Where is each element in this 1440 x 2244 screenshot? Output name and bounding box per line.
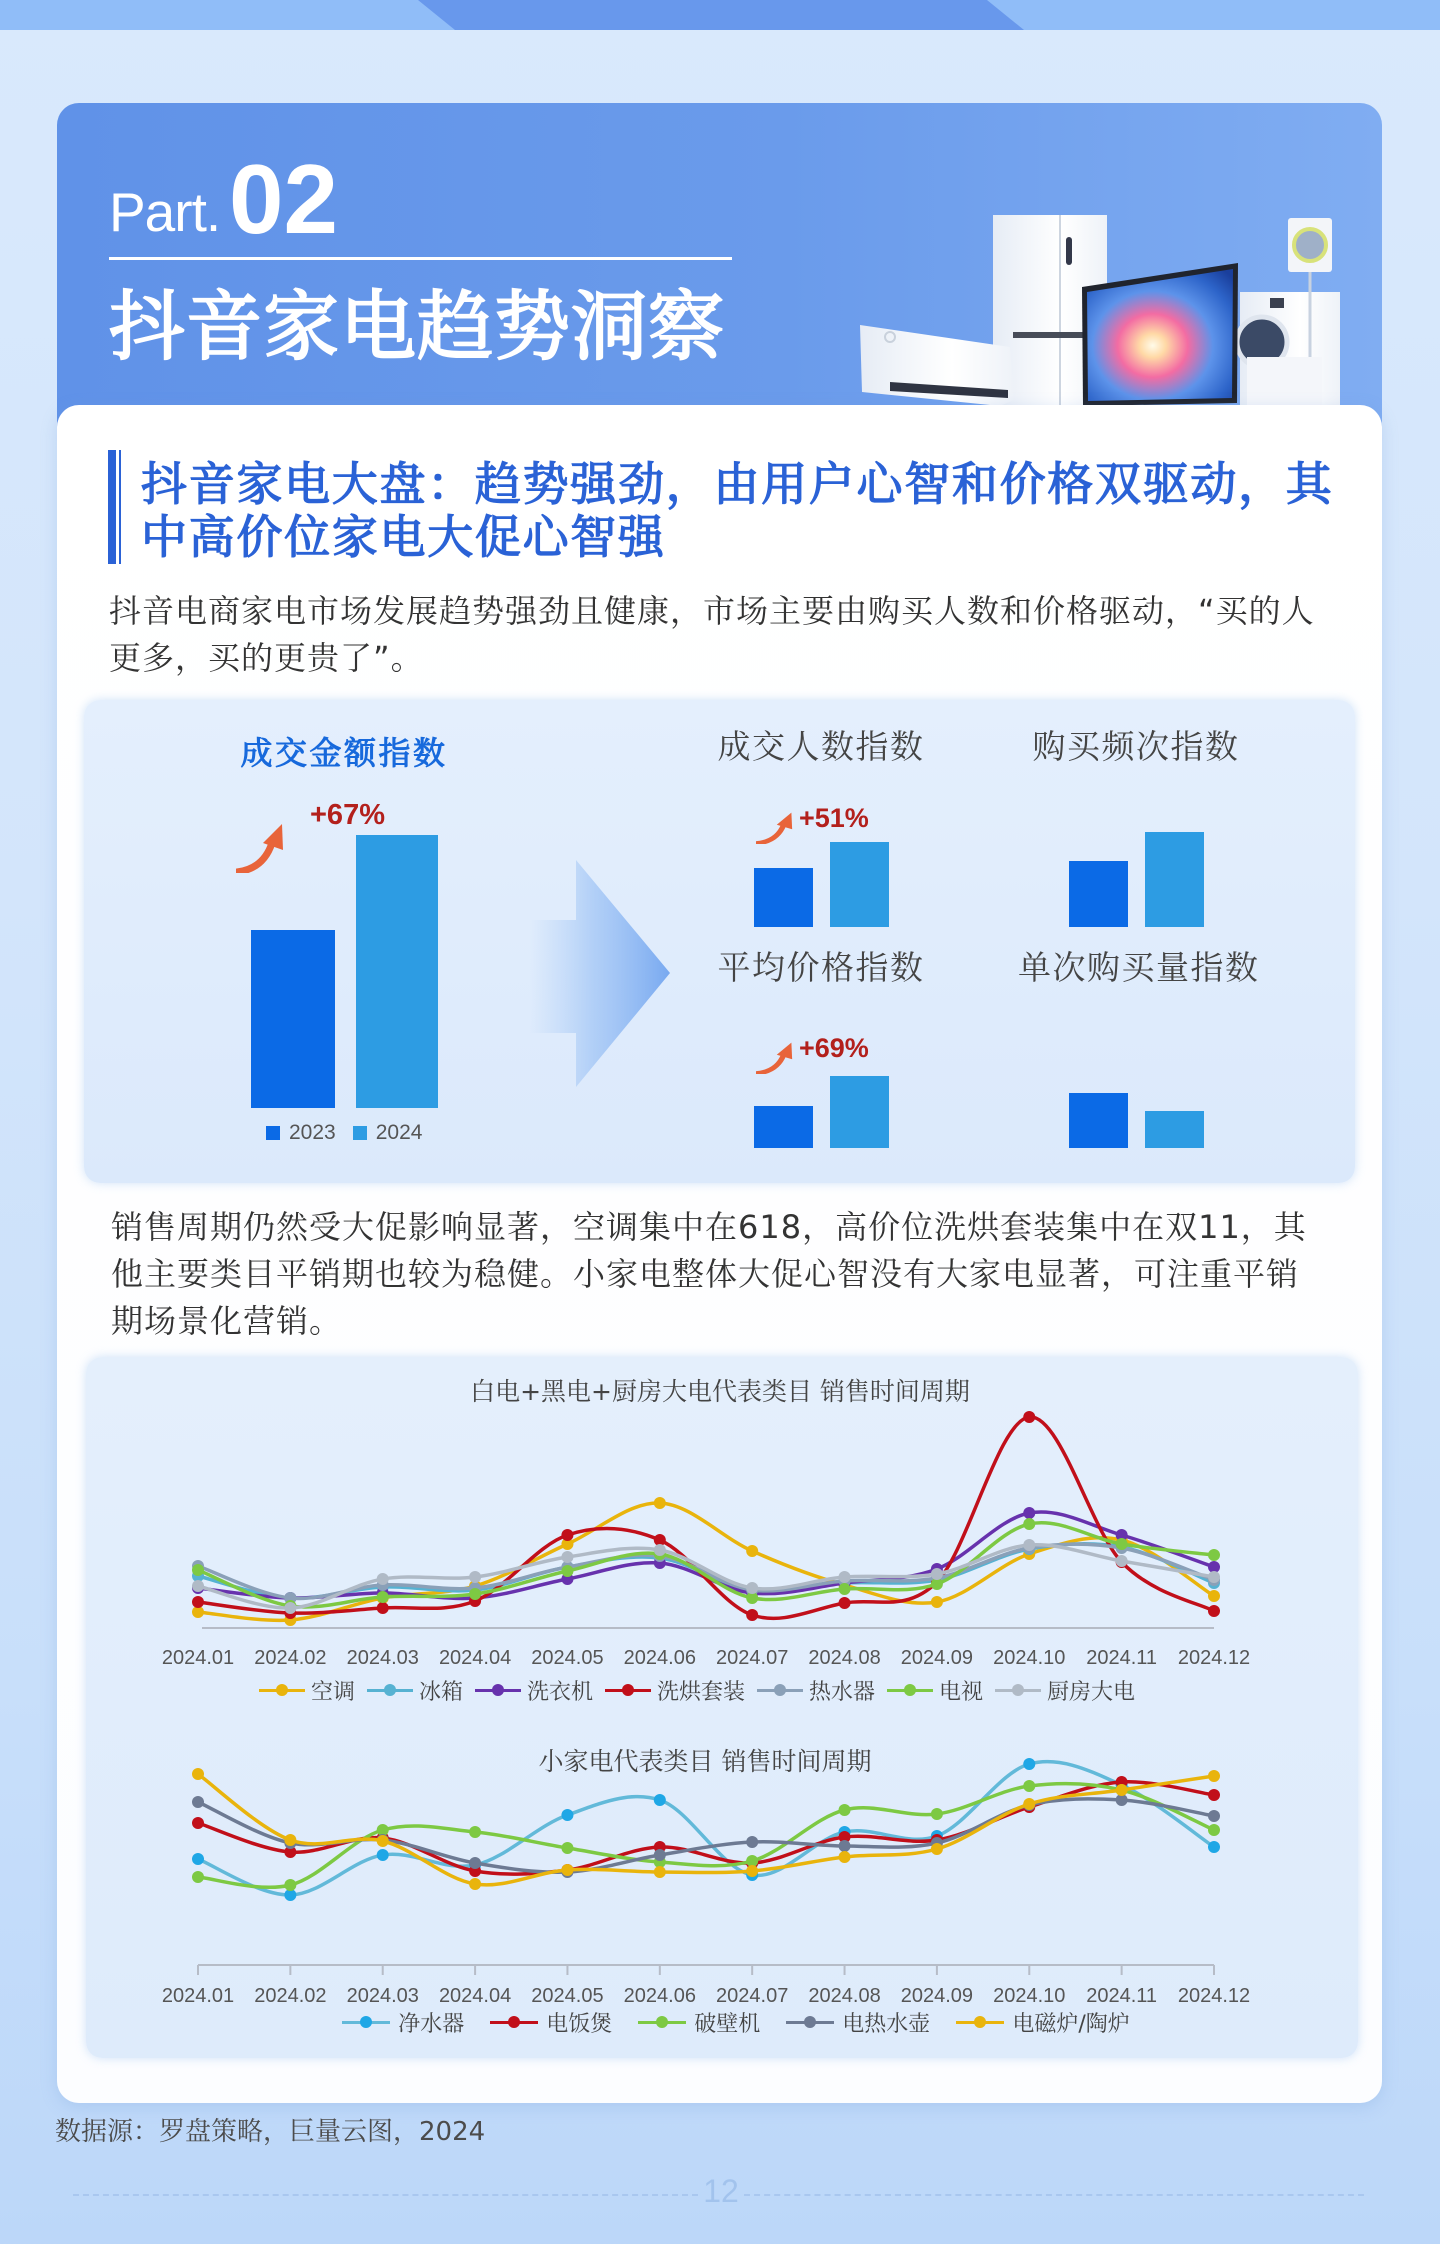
section-heading: 抖音家电大盘：趋势强劲，由用户心智和价格双驱动，其中高价位家电大促心智强	[141, 457, 1334, 564]
data-point	[746, 1582, 758, 1594]
growth-arrow-icon	[236, 823, 288, 873]
data-point	[192, 1871, 204, 1883]
x-axis-label: 2024.01	[161, 1985, 235, 2007]
legend-item[interactable]	[956, 2007, 1129, 2038]
data-point	[839, 1597, 851, 1609]
x-axis-label: 2024.02	[254, 1647, 327, 1669]
legend-item[interactable]	[342, 2007, 464, 2038]
series-group	[192, 1758, 1220, 1901]
legend-label-2023: 2023	[289, 1121, 336, 1144]
content-card	[57, 405, 1382, 2103]
legend-label: 空调	[310, 1679, 355, 1705]
x-axis-label: 2024.05	[531, 1647, 604, 1669]
legend-label: 电饭煲	[546, 2011, 613, 2037]
frequency-index-title: 购买频次指数	[1032, 727, 1240, 766]
sales-cycle-paragraph: 销售周期仍然受大促影响显著，空调集中在618，高价位洗烘套装集中在双11，其他主要类目平销期也较为稳健。小家电整体大促心智没有大家电显著，可注重平销期场景化营销。	[111, 1208, 1307, 1340]
x-axis-label: 2024.09	[900, 1985, 974, 2007]
small-appliance-chart-title: 小家电代表类目 销售时间周期	[538, 1747, 872, 1776]
legend-item[interactable]	[995, 1675, 1135, 1706]
buyers-index-title: 成交人数指数	[717, 727, 925, 766]
data-point	[1023, 1780, 1035, 1792]
data-point	[469, 1826, 481, 1838]
data-point	[1116, 1555, 1128, 1567]
data-point	[1023, 1758, 1035, 1770]
legend-label: 破壁机	[694, 2011, 761, 2037]
data-point	[1023, 1539, 1035, 1551]
x-axis-label: 2024.01	[161, 1647, 235, 1669]
legend-label: 冰箱	[418, 1679, 463, 1705]
legend-label: 电磁炉/陶炉	[1012, 2011, 1130, 2037]
x-axis-label: 2024.02	[254, 1985, 327, 2007]
legend-marker-icon	[342, 2011, 390, 2033]
data-point	[561, 1565, 573, 1577]
data-point	[839, 1804, 851, 1816]
x-axis-label: 2024.11	[1086, 1647, 1158, 1669]
small-appliance-legend	[186, 2009, 1286, 2035]
data-point	[839, 1840, 851, 1852]
intro-paragraph: 抖音电商家电市场发展趋势强劲且健康，市场主要由购买人数和价格驱动，“买的人更多，买的更贵了”。	[109, 592, 1315, 677]
x-axis-label: 2024.08	[808, 1647, 881, 1669]
data-point	[839, 1583, 851, 1595]
avg-price-bar-2023	[754, 1106, 813, 1148]
legend-item[interactable]	[475, 1675, 593, 1706]
x-axis-label: 2024.04	[438, 1647, 512, 1669]
legend-marker-icon	[786, 2011, 834, 2033]
data-point	[377, 1602, 389, 1614]
series-line	[198, 1762, 1214, 1895]
x-axis-label: 2024.10	[993, 1985, 1066, 2007]
footer-dashed-line-left	[73, 2194, 698, 2196]
data-point	[561, 1529, 573, 1541]
data-point	[284, 1602, 296, 1614]
part-prefix: Part.	[109, 181, 221, 243]
legend-item[interactable]	[638, 2007, 760, 2038]
legend-item[interactable]	[605, 1675, 745, 1706]
data-point	[654, 1794, 666, 1806]
legend-label: 热水器	[809, 1679, 876, 1705]
data-point	[839, 1571, 851, 1583]
legend-swatch-2023-icon	[266, 1126, 280, 1140]
series-group	[192, 1776, 1220, 1877]
data-point	[746, 1545, 758, 1557]
buyers-bar-2023	[754, 868, 813, 927]
data-point	[561, 1864, 573, 1876]
data-point	[654, 1497, 666, 1509]
data-point	[1208, 1590, 1220, 1602]
x-axis-label: 2024.10	[993, 1647, 1066, 1669]
avg-price-index-title: 平均价格指数	[717, 948, 925, 987]
legend-item[interactable]	[887, 1675, 983, 1706]
small-appliance-line-chart	[162, 1758, 1250, 2007]
x-axis-label: 2024.04	[438, 1985, 512, 2007]
data-point	[931, 1808, 943, 1820]
data-point	[1116, 1784, 1128, 1796]
quantity-bar-2023	[1069, 1093, 1128, 1148]
legend-item[interactable]	[490, 2007, 612, 2038]
data-point	[1208, 1789, 1220, 1801]
legend-label: 电视	[939, 1679, 984, 1705]
legend-label: 洗烘套装	[656, 1679, 745, 1705]
growth-arrow-icon	[756, 812, 796, 844]
legend-marker-icon	[956, 2011, 1004, 2033]
data-point	[284, 1834, 296, 1846]
data-point	[469, 1588, 481, 1600]
x-axis-label: 2024.12	[1177, 1985, 1251, 2007]
data-point	[561, 1809, 573, 1821]
data-point	[1208, 1810, 1220, 1822]
x-axis-label: 2024.09	[900, 1647, 974, 1669]
legend-item[interactable]	[367, 1675, 463, 1706]
quantity-index-title: 单次购买量指数	[1018, 948, 1260, 987]
legend-marker-icon	[605, 1679, 651, 1701]
legend-item[interactable]	[757, 1675, 875, 1706]
data-point	[192, 1817, 204, 1829]
x-axis-label: 2024.11	[1086, 1985, 1158, 2007]
bar-legend	[266, 1120, 439, 1146]
legend-label-2024: 2024	[375, 1121, 423, 1144]
data-point	[1208, 1824, 1220, 1836]
x-axis-label: 2024.06	[623, 1647, 696, 1669]
data-point	[192, 1853, 204, 1865]
data-point	[469, 1878, 481, 1890]
data-point	[746, 1609, 758, 1621]
data-point	[1023, 1411, 1035, 1423]
x-axis-label: 2024.03	[346, 1985, 419, 2007]
frequency-bar-2024	[1145, 832, 1204, 927]
data-point	[192, 1796, 204, 1808]
x-axis-label: 2024.07	[716, 1985, 789, 2007]
legend-marker-icon	[367, 1679, 413, 1701]
data-point	[1208, 1571, 1220, 1583]
legend-item[interactable]	[786, 2007, 930, 2038]
legend-marker-icon	[259, 1679, 305, 1701]
part-number: 02	[229, 144, 339, 254]
x-axis-label: 2024.06	[623, 1985, 696, 2007]
data-point	[561, 1842, 573, 1854]
major-appliance-legend	[186, 1677, 1208, 1703]
heading-accent-bar	[108, 450, 116, 564]
data-point	[1023, 1507, 1035, 1519]
data-point	[561, 1551, 573, 1563]
gmv-index-title: 成交金额指数	[240, 734, 448, 772]
footer-dashed-line-right	[744, 2194, 1364, 2196]
legend-label: 净水器	[398, 2011, 465, 2037]
growth-arrow-icon	[756, 1042, 796, 1074]
x-axis-label: 2024.05	[531, 1985, 604, 2007]
top-decor-accent	[418, 0, 1024, 30]
legend-label: 厨房大电	[1047, 1679, 1136, 1705]
data-point	[469, 1857, 481, 1869]
data-point	[1116, 1538, 1128, 1550]
data-point	[1023, 1518, 1035, 1530]
data-point	[654, 1866, 666, 1878]
legend-item[interactable]	[259, 1675, 355, 1706]
header-divider	[109, 257, 732, 260]
gmv-growth-label: +67%	[310, 799, 385, 831]
data-source-note: 数据源：罗盘策略，巨量云图，2024	[55, 2117, 486, 2147]
data-point	[1208, 1605, 1220, 1617]
major-appliance-line-chart	[162, 1411, 1250, 1669]
data-point	[1208, 1549, 1220, 1561]
data-point	[1208, 1841, 1220, 1853]
legend-marker-icon	[757, 1679, 803, 1701]
television-icon	[1082, 263, 1238, 406]
quantity-bar-2024	[1145, 1111, 1204, 1148]
legend-marker-icon	[490, 2011, 538, 2033]
legend-marker-icon	[475, 1679, 521, 1701]
legend-marker-icon	[638, 2011, 686, 2033]
avg-price-growth-label: +69%	[799, 1033, 869, 1063]
buyers-growth-label: +51%	[799, 803, 869, 833]
data-point	[746, 1865, 758, 1877]
data-point	[931, 1568, 943, 1580]
data-point	[377, 1849, 389, 1861]
line-charts-canvas	[86, 1357, 1358, 2058]
data-point	[839, 1851, 851, 1863]
data-point	[654, 1544, 666, 1556]
sales-cycle-charts-panel	[86, 1357, 1358, 2058]
data-point	[746, 1836, 758, 1848]
data-point	[1023, 1798, 1035, 1810]
flow-arrow-icon	[530, 860, 670, 1087]
page-number: 12	[703, 2173, 739, 2209]
x-axis-label: 2024.08	[808, 1985, 881, 2007]
data-point	[192, 1596, 204, 1608]
data-point	[192, 1768, 204, 1780]
x-axis-label: 2024.12	[1177, 1647, 1251, 1669]
air-conditioner-icon	[860, 325, 1014, 406]
banner-title: 抖音家电趋势洞察	[109, 282, 725, 371]
data-point	[469, 1571, 481, 1583]
legend-marker-icon	[887, 1679, 933, 1701]
frequency-bar-2023	[1069, 861, 1128, 927]
data-point	[931, 1596, 943, 1608]
top-decor-strip	[0, 0, 1440, 30]
x-axis-label: 2024.07	[716, 1647, 789, 1669]
series-line	[198, 1799, 1214, 1872]
legend-label: 洗衣机	[526, 1679, 593, 1705]
data-point	[931, 1843, 943, 1855]
gmv-bar-2023	[251, 930, 335, 1108]
heading-accent-line	[119, 450, 121, 564]
water-heater-icon	[1247, 357, 1322, 412]
x-axis-label: 2024.03	[346, 1647, 419, 1669]
legend-swatch-2024-icon	[353, 1126, 367, 1140]
data-point	[192, 1580, 204, 1592]
data-point	[1208, 1770, 1220, 1782]
legend-label: 电热水壶	[842, 2011, 931, 2037]
index-comparison-panel	[84, 700, 1355, 1183]
series-group	[192, 1518, 1220, 1612]
legend-marker-icon	[995, 1679, 1041, 1701]
data-point	[377, 1835, 389, 1847]
data-point	[192, 1564, 204, 1576]
buyers-bar-2024	[830, 842, 889, 927]
major-appliance-chart-title: 白电+黑电+厨房大电代表类目 销售时间周期	[470, 1377, 970, 1406]
data-point	[377, 1591, 389, 1603]
gmv-bar-2024	[356, 835, 438, 1108]
data-point	[654, 1849, 666, 1861]
data-point	[377, 1573, 389, 1585]
avg-price-bar-2024	[830, 1076, 889, 1148]
data-point	[284, 1879, 296, 1891]
